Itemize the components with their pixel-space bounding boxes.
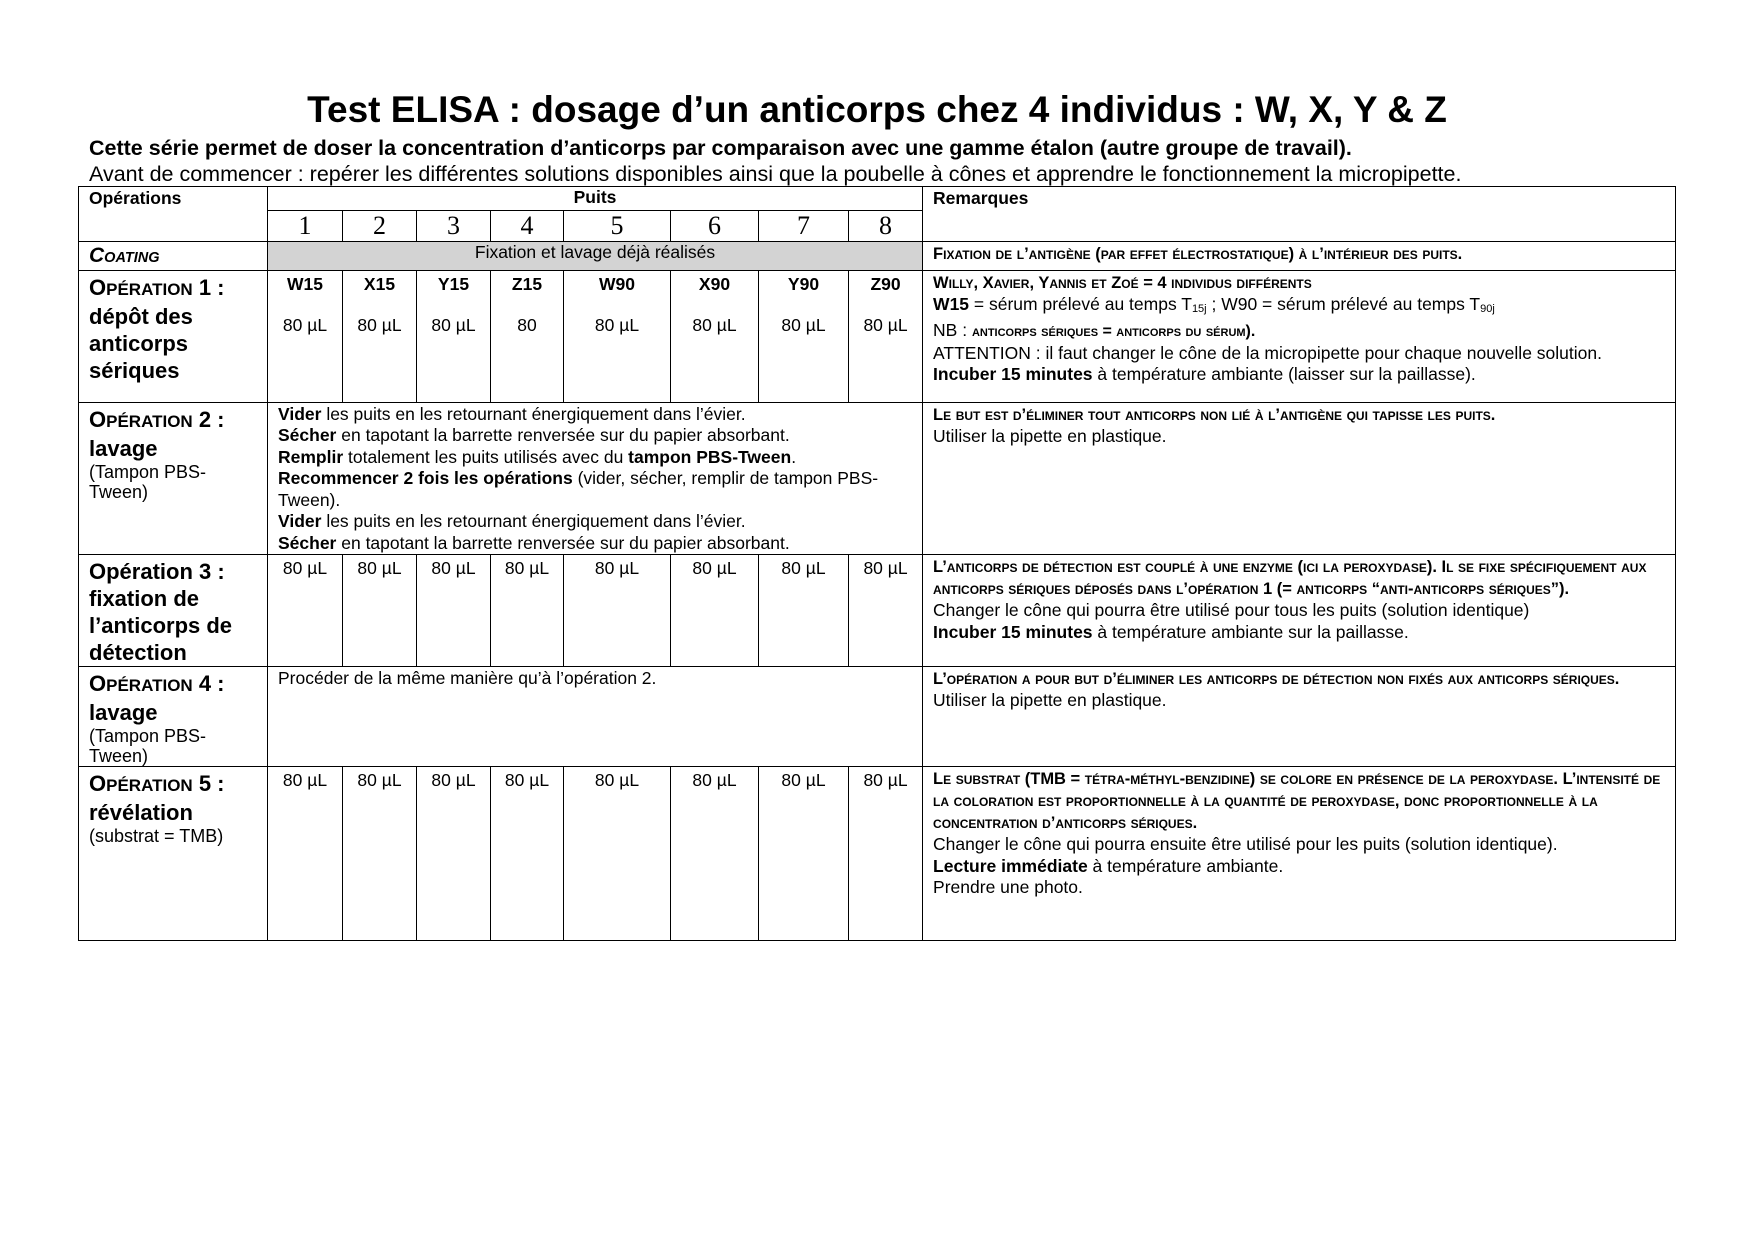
- operation-1-label: OPÉRATION 1 : dépôt des anticorps sériques: [79, 270, 268, 402]
- op1-well-2: X15 80 µL: [343, 270, 417, 402]
- op5-well-8: 80 µL: [849, 767, 923, 941]
- operation-5-remarks: Le substrat (TMB = tétra-méthyl-benzidine) se colore en présence de la peroxydase. L’intensité de la coloration est proportionnelle à la quantité de peroxydase, donc proportionnelle à la concentration d’anticorps sériques. Changer le cône qui pourra ensuite être utilisé pour les puits (solution identique). Lecture immédiate à température ambiante. Prendre une photo.: [923, 767, 1676, 941]
- operation-3-row: [79, 555, 1676, 667]
- operation-3-remarks: L’anticorps de détection est couplé à une enzyme (ici la peroxydase). Il se fixe spécifiquement aux anticorps sériques déposés dans l’opération 1 (= anticorps “anti-anticorps sériques”). Changer le cône qui pourra être utilisé pour tous les puits (solution identique) Incuber 15 minutes à température ambiante sur la paillasse.: [923, 555, 1676, 667]
- op1-well-6: X90 80 µL: [671, 270, 759, 402]
- coating-label: COATING: [79, 242, 268, 271]
- op5-well-1: 80 µL: [268, 767, 343, 941]
- well-number-5: 5: [564, 211, 671, 242]
- operation-5-label: OPÉRATION 5 : révélation (substrat = TMB): [79, 767, 268, 941]
- document-subtitle: Cette série permet de doser la concentration d’anticorps par comparaison avec une gamme étalon (autre groupe de travail).: [89, 136, 1352, 160]
- operation-1-desc: dépôt des anticorps sériques: [89, 303, 193, 383]
- header-puits: Puits: [268, 187, 923, 211]
- op1-well-1: W15 80 µL: [268, 270, 343, 402]
- well-number-1: 1: [268, 211, 343, 242]
- op3-well-6: 80 µL: [671, 555, 759, 667]
- operation-4-instructions: Procéder de la même manière qu’à l’opération 2.: [268, 667, 923, 767]
- op3-well-3: 80 µL: [417, 555, 491, 667]
- protocol-table: [78, 186, 1676, 941]
- coating-remark: Fixation de l’antigène (par effet électrostatique) à l’intérieur des puits.: [923, 242, 1676, 271]
- document-intro: Avant de commencer : repérer les différentes solutions disponibles ainsi que la poubelle à cônes et apprendre le fonctionnement la micropipette.: [89, 162, 1462, 186]
- well-number-2: 2: [343, 211, 417, 242]
- op3-well-2: 80 µL: [343, 555, 417, 667]
- op5-well-6: 80 µL: [671, 767, 759, 941]
- op3-well-8: 80 µL: [849, 555, 923, 667]
- operation-2-row: [79, 402, 1676, 555]
- header-operations: Opérations: [79, 187, 268, 242]
- well-number-8: 8: [849, 211, 923, 242]
- op5-well-3: 80 µL: [417, 767, 491, 941]
- op3-well-4: 80 µL: [491, 555, 564, 667]
- operation-1-remarks: Willy, Xavier, Yannis et Zoé = 4 individus différents W15 = sérum prélevé au temps $T_{15j}$ ; W90 = sérum prélevé au temps $T_{90j}$ NB : anticorps sériques = anticorps du sérum). ATTENTION : il faut changer le cône de la micropipette pour chaque nouvelle solution. Incuber 15 minutes à température ambiante (laisser sur la paillasse).: [923, 270, 1676, 402]
- operation-4-label: OPÉRATION 4 : lavage (Tampon PBS-Tween): [79, 667, 268, 767]
- header-row: [79, 187, 1676, 211]
- well-number-6: 6: [671, 211, 759, 242]
- op1-well-7: Y90 80 µL: [759, 270, 849, 402]
- operation-4-row: [79, 667, 1676, 767]
- op3-well-5: 80 µL: [564, 555, 671, 667]
- op5-well-2: 80 µL: [343, 767, 417, 941]
- op5-well-4: 80 µL: [491, 767, 564, 941]
- op3-well-7: 80 µL: [759, 555, 849, 667]
- operation-1-row: [79, 270, 1676, 402]
- operation-5-note: (substrat = TMB): [89, 826, 224, 846]
- op1-well-4: Z15 80: [491, 270, 564, 402]
- operation-4-note: (Tampon PBS-Tween): [89, 726, 207, 766]
- operation-2-label: OPÉRATION 2 : lavage (Tampon PBS-Tween): [79, 402, 268, 555]
- op5-well-7: 80 µL: [759, 767, 849, 941]
- operation-2-remarks: Le but est d’éliminer tout anticorps non lié à l’antigène qui tapisse les puits. Utiliser la pipette en plastique.: [923, 402, 1676, 555]
- op3-well-1: 80 µL: [268, 555, 343, 667]
- operation-5-row: [79, 767, 1676, 941]
- well-number-4: 4: [491, 211, 564, 242]
- well-number-3: 3: [417, 211, 491, 242]
- operation-4-remarks: L’opération a pour but d’éliminer les anticorps de détection non fixés aux anticorps sériques. Utiliser la pipette en plastique.: [923, 667, 1676, 767]
- operation-2-instructions: Vider les puits en les retournant énergiquement dans l’évier. Sécher en tapotant la barrette renversée sur du papier absorbant. Remplir totalement les puits utilisés avec du tampon PBS-Tween. Recommencer 2 fois les opérations (vider, sécher, remplir de tampon PBS-Tween). Vider les puits en les retournant énergiquement dans l’évier. Sécher en tapotant la barrette renversée sur du papier absorbant.: [268, 402, 923, 555]
- well-number-7: 7: [759, 211, 849, 242]
- operation-3-label: Opération 3 : fixation de l’anticorps de détection: [79, 555, 268, 667]
- op1-well-8: Z90 80 µL: [849, 270, 923, 402]
- coating-row: [79, 242, 1676, 271]
- operation-2-note: (Tampon PBS-Tween): [89, 461, 207, 502]
- op1-well-5: W90 80 µL: [564, 270, 671, 402]
- header-remarques: Remarques: [923, 187, 1676, 242]
- coating-merged-cell: Fixation et lavage déjà réalisés: [268, 242, 923, 271]
- op1-well-3: Y15 80 µL: [417, 270, 491, 402]
- op5-well-5: 80 µL: [564, 767, 671, 941]
- document-title: Test ELISA : dosage d’un anticorps chez 4 individus : W, X, Y & Z: [307, 89, 1447, 130]
